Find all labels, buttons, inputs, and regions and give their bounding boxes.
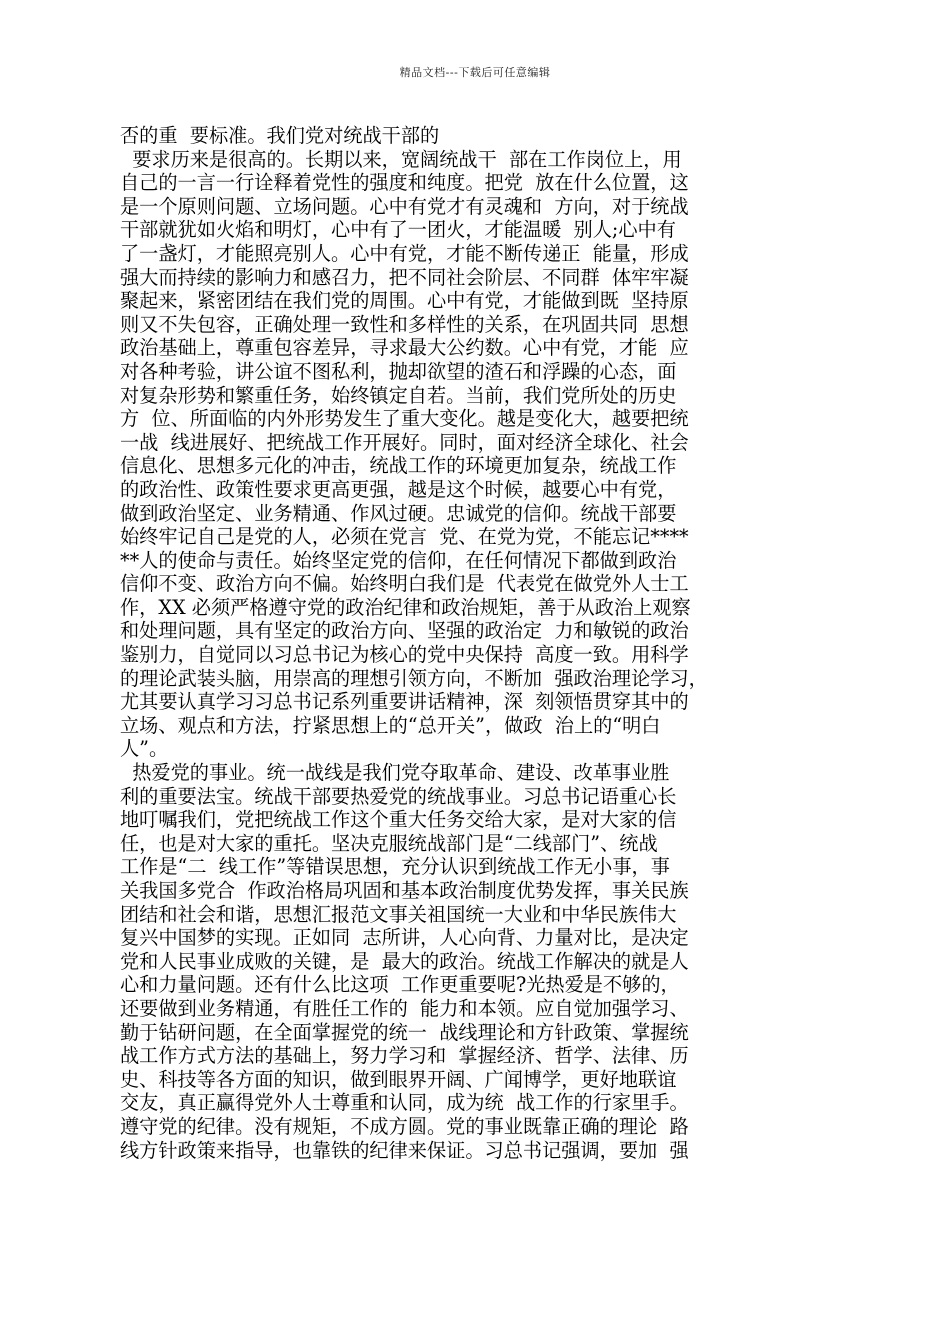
paragraph-line: 勤于钻研问题，在全面掌握党的统一 战线理论和方针政策、掌握统: [120, 1020, 689, 1044]
paragraph-line: 则又不失包容，正确处理一致性和多样性的关系，在巩固共同 思想: [120, 312, 689, 336]
paragraph-line: 是一个原则问题、立场问题。心中有党才有灵魂和 方向，对于统战: [120, 194, 689, 218]
paragraph-line: 对各种考验，讲公谊不图私利，抛却欲望的渣石和浮躁的心态，面: [120, 359, 677, 383]
paragraph-line: 任，也是对大家的重托。坚决克服统战部门是“二线部门”、统战: [120, 831, 658, 855]
paragraph-line: 还要做到业务精通，有胜任工作的 能力和本领。应自觉加强学习、: [120, 996, 689, 1020]
paragraph-line: 利的重要法宝。统战干部要热爱党的统战事业。习总书记语重心长: [120, 784, 677, 808]
paragraph-line: 的理论武装头脑，用崇高的理想引领方向，不断加 强政治理论学习，: [120, 666, 708, 690]
paragraph-line: 了一盏灯，才能照亮别人。心中有党，才能不断传递正 能量，形成: [120, 241, 689, 265]
paragraph-line: 工作是“二 线工作”等错误思想，充分认识到统战工作无小事，事: [120, 855, 670, 879]
paragraph-line: 强大而持续的影响力和感召力，把不同社会阶层、不同群 体牢牢凝: [120, 265, 689, 289]
paragraph-line: 的政治性、政策性要求更高更强，越是这个时候，越要心中有党，: [120, 477, 677, 501]
paragraph-line: 尤其要认真学习习总书记系列重要讲话精神，深 刻领悟贯穿其中的: [120, 690, 689, 714]
paragraph-line: 战工作方式方法的基础上，努力学习和 掌握经济、哲学、法律、历: [120, 1044, 689, 1068]
paragraph-line: 自己的一言一行诠释着党性的强度和纯度。把党 放在什么位置，这: [120, 171, 689, 195]
paragraph-line: 一战 线进展好、把统战工作开展好。同时，面对经济全球化、社会: [120, 430, 689, 454]
paragraph-line: 作，XX 必须严格遵守党的政治纪律和政治规矩，善于从政治上观察: [120, 595, 691, 619]
paragraph-line: 鉴别力，自觉同以习总书记为核心的党中央保持 高度一致。用科学: [120, 643, 689, 667]
paragraph-line: 人”。: [120, 737, 169, 761]
paragraph-line: 团结和社会和谐，思想汇报范文事关祖国统一大业和中华民族伟大: [120, 902, 677, 926]
paragraph-line: 政治基础上，尊重包容差异，寻求最大公约数。心中有党，才能 应: [120, 336, 689, 360]
paragraph-line: 党和人民事业成败的关键，是 最大的政治。统战工作解决的就是人: [120, 949, 689, 973]
paragraph-line: 要求历来是很高的。长期以来，宽阔统战干 部在工作岗位上，用: [120, 147, 682, 171]
paragraph-line: 聚起来，紧密团结在我们党的周围。心中有党，才能做到既 坚持原: [120, 289, 689, 313]
paragraph-line: 地叮嘱我们，党把统战工作这个重大任务交给大家，是对大家的信: [120, 808, 677, 832]
page-header: [0, 66, 950, 80]
paragraph-line: 否的重 要标准。我们党对统战干部的: [120, 124, 440, 147]
paragraph-line: 遵守党的纪律。没有规矩，不成方圆。党的事业既靠正确的理论 路: [120, 1114, 689, 1138]
paragraph-line: 和处理问题，具有坚定的政治方向、坚强的政治定 力和敏锐的政治: [120, 619, 689, 643]
paragraph-line: 复兴中国梦的实现。正如同 志所讲，人心向背、力量对比，是决定: [120, 926, 689, 950]
paragraph-line: **人的使命与责任。始终坚定党的信仰，在任何情况下都做到政治: [120, 548, 677, 572]
paragraph-line: 关我国多党合 作政治格局巩固和基本政治制度优势发挥，事关民族: [120, 879, 689, 902]
paragraph-line: 史、科技等各方面的知识，做到眼界开阔、广闻博学，更好地联谊: [120, 1067, 677, 1091]
paragraph-line: 方 位、所面临的内外形势发生了重大变化。越是变化大，越要把统: [120, 407, 689, 431]
paragraph-line: 做到政治坚定、业务精通、作风过硬。忠诚党的信仰。统战干部要: [120, 501, 677, 525]
paragraph-line: 热爱党的事业。统一战线是我们党夺取革命、建设、改革事业胜: [120, 761, 670, 785]
paragraph-line: 干部就犹如火焰和明灯，心中有了一团火，才能温暖 别人;心中有: [120, 218, 676, 242]
paragraph-line: 信仰不变、政治方向不偏。始终明白我们是 代表党在做党外人士工: [120, 572, 689, 596]
paragraph-line: 线方针政策来指导，也靠铁的纪律来保证。习总书记强调，要加 强: [120, 1138, 689, 1162]
paragraph-line: 心和力量问题。还有什么比这项 工作更重要呢?光热爱是不够的，: [120, 973, 680, 997]
paragraph-line: 立场、观点和方法，拧紧思想上的“总开关”，做政 治上的“明白: [120, 713, 661, 737]
paragraph-line: 交友，真正赢得党外人士尊重和认同，成为统 战工作的行家里手。: [120, 1091, 689, 1115]
page-header-text: 精品文档---下载后可任意编辑: [399, 66, 551, 79]
paragraph-line: 对复杂形势和繁重任务，始终镇定自若。当前，我们党所处的历史: [120, 383, 677, 407]
paragraph-line: 信息化、思想多元化的冲击，统战工作的环境更加复杂，统战工作: [120, 454, 677, 478]
paragraph-line: 始终牢记自己是党的人，必须在党言 党、在党为党，不能忘记****: [120, 525, 689, 549]
document-body: [120, 124, 840, 1162]
